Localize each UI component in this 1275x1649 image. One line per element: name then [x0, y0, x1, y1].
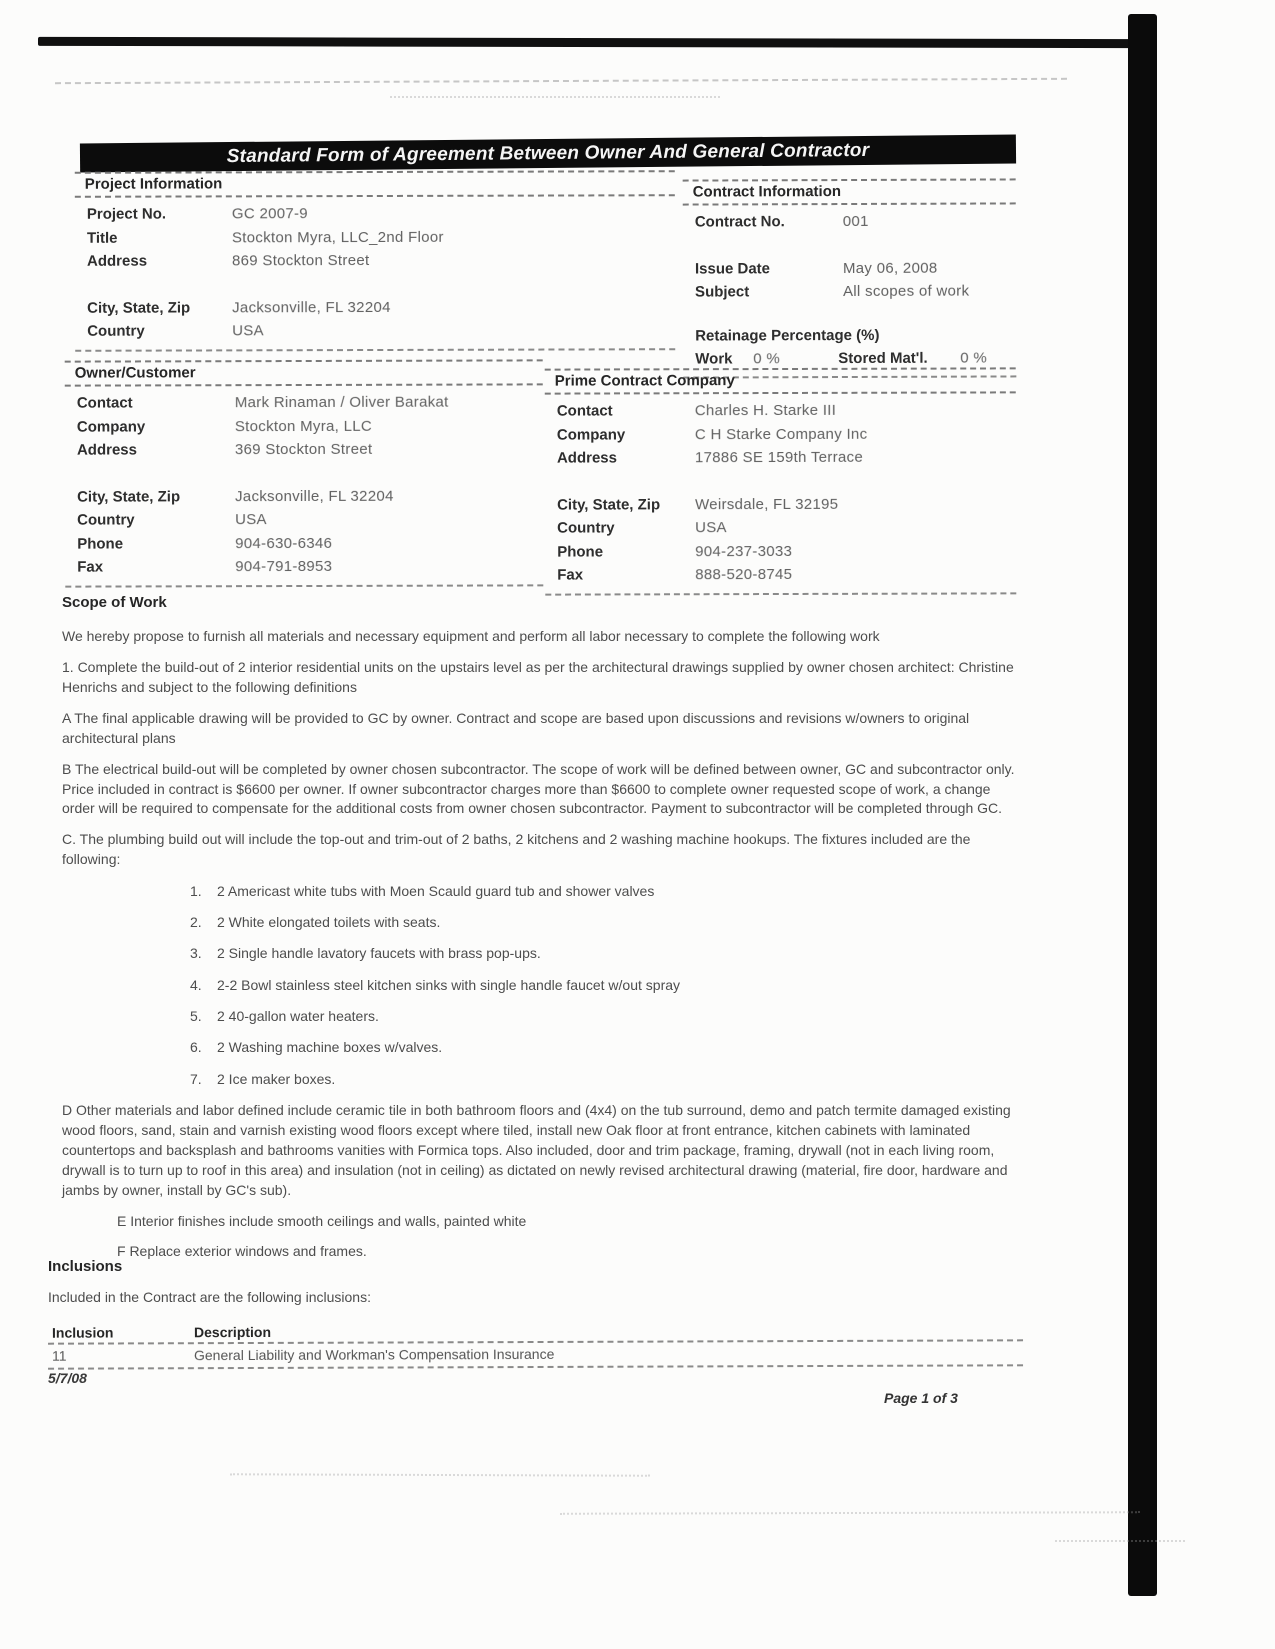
prime-contract-section [545, 367, 1017, 595]
fixture-text: 2 Single handle lavatory faucets with brass pop-ups. [217, 945, 541, 962]
owner-fax-row [65, 554, 543, 579]
field-label: Company [556, 425, 626, 444]
contract-info-heading: Contract Information [683, 178, 1016, 205]
field-label: Contact [556, 402, 613, 420]
prime-contact-row [545, 398, 1016, 423]
field-value: USA [695, 519, 727, 537]
scan-artifact-dash [55, 78, 1067, 84]
field-label: Country [87, 322, 145, 340]
field-value: 869 Stockton Street [231, 252, 370, 270]
fixture-item [62, 1007, 1024, 1027]
project-title-row [75, 225, 675, 250]
project-no-row [75, 201, 675, 226]
fixture-item [62, 1038, 1024, 1058]
field-value: May 06, 2008 [842, 259, 938, 277]
scope-para-e: E Interior finishes include smooth ceilings and walls, painted white [117, 1212, 527, 1229]
owner-country-row [65, 507, 543, 532]
inclusion-description-cell: General Liability and Workman's Compensation Insurance [193, 1345, 555, 1364]
inclusions-intro: Included in the Contract are the following inclusions: [48, 1289, 371, 1305]
scan-artifact-dash [560, 1511, 1140, 1515]
inclusions-heading: Inclusions [48, 1258, 123, 1275]
field-label: Project No. [86, 205, 167, 223]
owner-contact-row [65, 390, 543, 415]
fixture-item [62, 913, 1024, 933]
field-label: Phone [77, 534, 124, 553]
prime-contract-heading: Prime Contract Company [545, 367, 1016, 394]
owner-city-row [65, 484, 543, 509]
field-value: 369 Stockton Street [234, 440, 373, 459]
scope-of-work-heading: Scope of Work [62, 594, 167, 611]
field-value: 888-520-8745 [695, 565, 793, 584]
field-value: USA [235, 511, 267, 529]
project-info-section [75, 170, 675, 351]
prime-city-row [545, 492, 1016, 517]
contract-no-row [683, 209, 1016, 234]
fixture-item [62, 1070, 1024, 1090]
contract-info-body [683, 209, 1017, 378]
field-label: Address [556, 449, 617, 467]
field-label: City, State, Zip [87, 298, 191, 317]
footer-date: 5/7/08 [48, 1370, 87, 1386]
prime-contract-body [545, 398, 1017, 595]
scope-para-c: C. The plumbing build out will include the top-out and trim-out of 2 baths, 2 kitchens and 2 washing machine hookups. The fixtures included are the following: [62, 831, 971, 868]
fixture-number: 2. [190, 913, 202, 930]
prime-company-row [545, 422, 1016, 447]
field-value: 17886 SE 159th Terrace [694, 448, 864, 467]
field-label: Contact [76, 394, 133, 412]
field-value: Jacksonville, FL 32204 [235, 487, 394, 505]
field-label: Address [76, 441, 137, 459]
owner-phone-row [65, 531, 543, 556]
field-label: Fax [77, 558, 104, 576]
field-label: Address [86, 252, 148, 270]
field-label: Company [76, 417, 146, 436]
field-label: Stored Mat'l. [838, 349, 928, 367]
fixture-number: 1. [190, 882, 202, 899]
prime-phone-row [545, 539, 1016, 564]
document-title: Standard Form of Agreement Between Owner And General Contractor [226, 139, 870, 168]
field-value: 904-237-3033 [695, 542, 793, 560]
field-value: 0 % [753, 349, 781, 367]
field-value: 904-630-6346 [235, 534, 333, 552]
field-label: Work [695, 349, 733, 368]
prime-fax-row [545, 562, 1016, 587]
field-value: Stockton Myra, LLC_2nd Floor [231, 228, 444, 246]
inclusions-section [48, 1258, 1023, 1368]
project-country-row [75, 318, 675, 343]
fixture-number: 7. [190, 1070, 202, 1087]
fixture-number: 3. [190, 945, 202, 962]
project-info-body [75, 201, 675, 351]
prime-country-row [545, 515, 1016, 540]
fixture-text: 2 White elongated toilets with seats. [217, 913, 441, 930]
fixture-number: 5. [190, 1008, 202, 1025]
fixture-item [62, 976, 1024, 996]
fixture-item [62, 944, 1024, 964]
issue-date-row [683, 256, 1016, 281]
scope-para-d: D Other materials and labor defined include ceramic tile in both bathroom floors and (4x4) on the tub surround, demo and patch termite damaged existing wood floors, sand, stain and varnish existing wood floors except where tiled, install new Oak floor at front entrance, kitchen cabinets with laminated countertops and backsplash and bathrooms vanities with Formica tops. Also included, door and trim package, framing, drywall (not in each living room, drywall is to turn up to roof in this area) and insulation (not in ceiling) as dictated on newly revised architectural drawing (material, fire door, hardware and jambs by owner, install by GC's sub). [62, 1102, 1011, 1198]
owner-customer-heading: Owner/Customer [65, 359, 543, 386]
scope-para-f: F Replace exterior windows and frames. [117, 1243, 367, 1260]
scope-item-1: 1. Complete the build-out of 2 interior residential units on the upstairs level as per the architectural drawings supplied by owner chosen architect: Christine Henrichs and subject to the following definitions [62, 659, 1014, 696]
scope-of-work-section [62, 592, 1024, 1273]
fixture-text: 2 Washing machine boxes w/valves. [217, 1039, 443, 1056]
owner-customer-body [65, 390, 544, 587]
field-value: USA [232, 322, 264, 340]
field-label: Country [77, 511, 135, 529]
scan-artifact-right-bar [1128, 14, 1157, 1596]
field-label: Country [557, 519, 615, 537]
field-value: Stockton Myra, LLC [234, 417, 373, 435]
contract-info-section [683, 178, 1017, 378]
field-value: All scopes of work [843, 282, 970, 301]
project-city-row [75, 295, 675, 320]
field-value: Charles H. Starke III [694, 401, 837, 420]
field-value: C H Starke Company Inc [694, 425, 868, 443]
field-value: 904-791-8953 [235, 557, 333, 576]
fixture-number: 6. [190, 1039, 202, 1056]
scan-artifact-dash [390, 96, 720, 98]
table-row [48, 1341, 1023, 1369]
document-title-banner [80, 135, 1016, 173]
field-value: Mark Rinaman / Oliver Barakat [234, 393, 449, 412]
fixture-text: 2-2 Bowl stainless steel kitchen sinks with single handle faucet w/out spray [217, 976, 681, 993]
owner-company-row [65, 414, 543, 439]
inclusion-column-header: Inclusion [51, 1324, 114, 1341]
field-value: Weirsdale, FL 32195 [695, 495, 839, 513]
page-number: Page 1 of 3 [884, 1390, 958, 1406]
field-label: City, State, Zip [77, 487, 181, 506]
fixture-item [62, 882, 1024, 902]
inclusion-number-cell: 11 [51, 1347, 67, 1364]
field-label: Title [86, 229, 118, 247]
prime-address-row [545, 445, 1016, 470]
field-value: 0 % [960, 349, 988, 367]
field-label: Issue Date [694, 259, 771, 278]
description-column-header: Description [193, 1323, 272, 1341]
field-label: Phone [557, 542, 604, 561]
project-address-row [75, 248, 675, 273]
field-value: GC 2007-9 [231, 205, 308, 223]
fixture-text: 2 Ice maker boxes. [217, 1070, 336, 1087]
inclusions-table [48, 1323, 1023, 1368]
retainage-heading: Retainage Percentage (%) [695, 326, 880, 345]
fixture-text: 2 Americast white tubs with Moen Scauld guard tub and shower valves [217, 882, 655, 899]
scope-para-a: A The final applicable drawing will be provided to GC by owner. Contract and scope are based upon discussions and revisions w/owners to original architectural plans [62, 709, 970, 746]
scan-artifact-dash [230, 1473, 650, 1476]
field-label: City, State, Zip [557, 495, 661, 514]
owner-customer-section [65, 359, 544, 587]
field-label: Fax [557, 566, 584, 584]
field-label: Subject [695, 283, 750, 301]
scope-intro: We hereby propose to furnish all materials and necessary equipment and perform all labor necessary to complete the following work [62, 628, 880, 645]
fixture-number: 4. [190, 976, 202, 993]
field-value: 001 [842, 212, 869, 231]
fixture-text: 2 40-gallon water heaters. [217, 1008, 379, 1025]
subject-row [683, 279, 1016, 304]
scan-artifact-dash [1055, 1540, 1185, 1542]
field-value: Jacksonville, FL 32204 [232, 298, 391, 316]
scope-para-b: B The electrical build-out will be completed by owner chosen subcontractor. The scope of work will be defined between owner, GC and subcontractor only. Price included in contract is $6600 per owner. If owner subcontractor charges more than $6600 to complete owner requested scope of work, a change order will be required to compensate for the additional costs from owner chosen subcontractor. Payment to subcontractor will be completed through GC. [62, 760, 1015, 817]
project-info-heading: Project Information [75, 170, 675, 198]
field-label: Contract No. [694, 213, 785, 231]
scan-artifact-top-line [38, 37, 1140, 48]
owner-address-row [65, 437, 543, 462]
